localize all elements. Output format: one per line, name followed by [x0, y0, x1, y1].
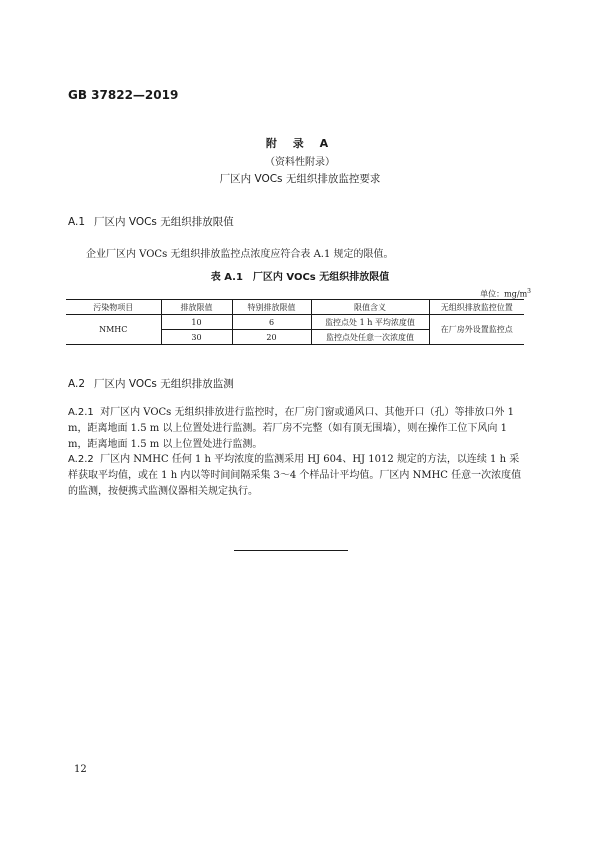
clause-a2-1 [68, 405, 528, 452]
header-location: 无组织排放监控位置 [429, 300, 524, 315]
header-special-limit: 特别排放限值 [232, 300, 311, 315]
limits-table [66, 299, 524, 345]
section-a1-paragraph: 企业厂区内 VOCs 无组织排放监控点浓度应符合表 A.1 规定的限值。 [86, 249, 394, 260]
cell-pollutant: NMHC [66, 315, 161, 345]
clause-a2-2 [68, 452, 528, 499]
end-rule [234, 550, 348, 551]
section-a2-title: 厂区内 VOCs 无组织排放监测 [94, 378, 234, 390]
table-caption: 表 A.1 厂区内 VOCs 无组织排放限值 [210, 272, 390, 283]
header-limit: 排放限值 [161, 300, 232, 315]
section-a1-number: A.1 [68, 216, 86, 228]
header-pollutant: 污染物项目 [66, 300, 161, 315]
table-unit-exponent: 3 [527, 288, 531, 295]
cell-meaning: 监控点处任意一次浓度值 [311, 330, 429, 345]
appendix-name: 厂区内 VOCs 无组织排放监控要求 [219, 173, 381, 185]
cell-location: 在厂房外设置监控点 [429, 315, 524, 345]
clause-a2-1-number: A.2.1 [68, 407, 94, 418]
section-a1-heading [68, 214, 234, 229]
cell-meaning: 监控点处 1 h 平均浓度值 [311, 315, 429, 330]
clause-a2-2-number: A.2.2 [68, 454, 94, 465]
appendix-type: （资料性附录） [265, 157, 335, 168]
clause-a2-2-text: 厂区内 NMHC 任何 1 h 平均浓度的监测采用 HJ 604、HJ 1012 规定的方法，以连续 1 h 采样获取平均值，或在 1 h 内以等时间间隔采集 3～4 个样品计平均值。厂区内 NMHC 任意一次浓度值的监测，按便携式监测仪器相关规定执行。 [68, 454, 522, 497]
appendix-title: 附 录 A [265, 137, 335, 150]
table-row [66, 315, 524, 330]
clause-a2-1-text: 对厂区内 VOCs 无组织排放进行监控时，在厂房门窗或通风口、其他开口（孔）等排放口外 1 m，距离地面 1.5 m 以上位置处进行监测。若厂房不完整（如有顶无围墙），则在操作工位下风向 1 m，距离地面 1.5 m 以上位置处进行监测。 [68, 407, 515, 450]
section-a1-title: 厂区内 VOCs 无组织排放限值 [94, 216, 234, 228]
cell-limit: 10 [161, 315, 232, 330]
table-unit [480, 288, 531, 300]
page-number: 12 [74, 764, 87, 775]
standard-code: GB 37822—2019 [68, 88, 179, 102]
cell-special-limit: 20 [232, 330, 311, 345]
table-unit-text: 单位：mg/m [480, 289, 528, 299]
table-header-row [66, 300, 524, 315]
section-a2-heading [68, 376, 234, 391]
cell-limit: 30 [161, 330, 232, 345]
header-meaning: 限值含义 [311, 300, 429, 315]
section-a2-number: A.2 [68, 378, 86, 390]
cell-special-limit: 6 [232, 315, 311, 330]
